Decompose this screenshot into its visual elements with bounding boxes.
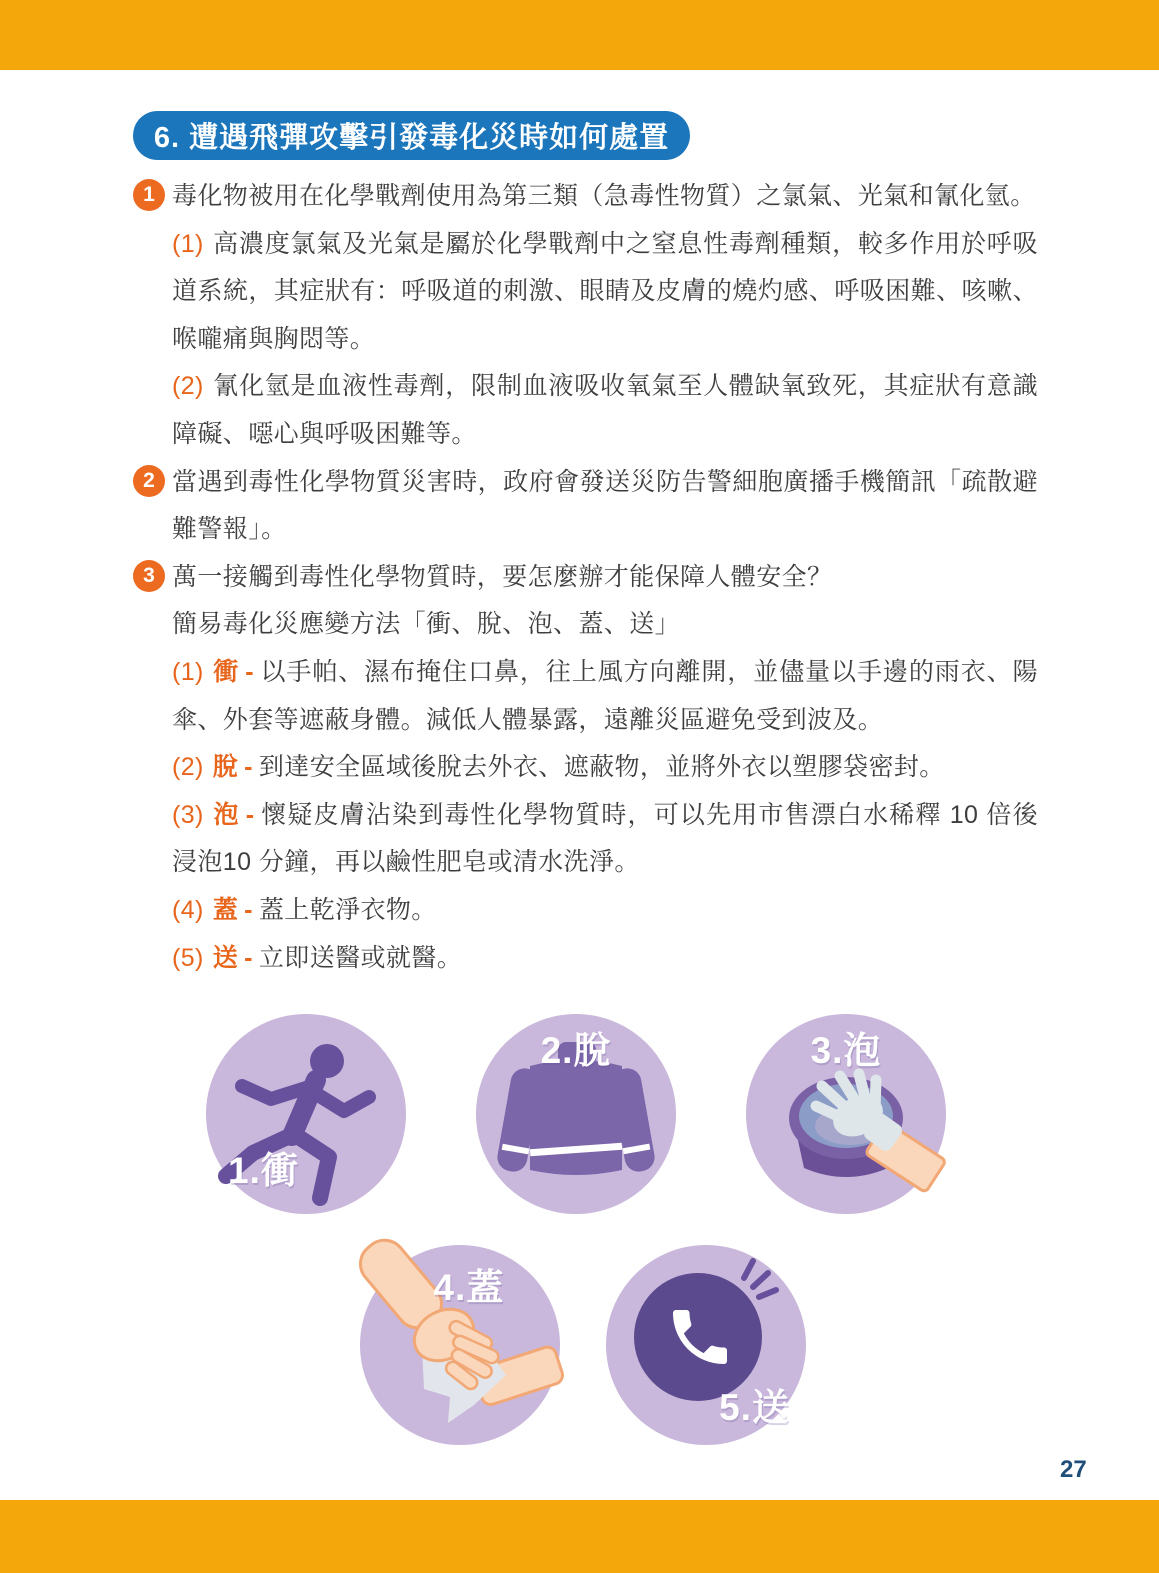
icon-label: 1.衝 — [228, 1150, 299, 1191]
section-title: 6. 遭遇飛彈攻擊引發毒化災時如何處置 — [153, 122, 670, 154]
step-text: 蓋上乾淨衣物。 — [258, 895, 437, 924]
step-soak — [172, 792, 1038, 887]
step-marker: (3) — [172, 800, 204, 829]
top-accent-bar — [0, 0, 1159, 70]
step-text: 立即送醫或就醫。 — [258, 943, 463, 972]
sub-item-1-2 — [172, 363, 1038, 458]
step-marker: (5) — [172, 943, 204, 972]
step-marker: (2) — [172, 753, 204, 782]
section-header — [133, 111, 690, 160]
step-strip — [172, 744, 1038, 792]
page-number: 27 — [1060, 1456, 1087, 1483]
step-separator: - — [245, 657, 254, 686]
item-text-line2: 簡易毒化災應變方法「衝、脫、泡、蓋、送」 — [172, 610, 681, 639]
sub-text: 氰化氫是血液性毒劑，限制血液吸收氧氣至人體缺氧致死，其症狀有意識障礙、噁心與呼吸困難等。 — [172, 372, 1038, 448]
step-marker: (4) — [172, 895, 204, 924]
icon-send — [596, 1235, 816, 1455]
step-keyword: 衝 — [212, 657, 240, 686]
step-cover — [172, 887, 1038, 935]
step-separator: - — [245, 800, 255, 829]
step-keyword: 泡 — [212, 800, 240, 829]
sub-text: 高濃度氯氣及光氣是屬於化學戰劑中之窒息性毒劑種類，較多作用於呼吸道系統，其症狀有：呼吸道的刺激、眼睛及皮膚的燒灼感、呼吸困難、咳嗽、喉嚨痛與胸悶等。 — [172, 229, 1038, 353]
step-marker: (1) — [172, 657, 204, 686]
sub-marker: (2) — [172, 372, 204, 401]
step-text: 以手帕、濕布掩住口鼻，往上風方向離開，並儘量以手邊的雨衣、陽傘、外套等遮蔽身體。減低人體暴露，遠離災區避免受到波及。 — [172, 657, 1038, 734]
icon-label: 2.脫 — [540, 1030, 612, 1071]
item-text — [172, 554, 1038, 649]
icon-label: 4.蓋 — [433, 1267, 505, 1308]
step-keyword: 脫 — [212, 753, 239, 782]
item-text-line1: 萬一接觸到毒性化學物質時，要怎麼辦才能保障人體安全？ — [172, 562, 833, 591]
step-keyword: 蓋 — [212, 895, 239, 924]
step-separator: - — [244, 753, 253, 782]
step-separator: - — [244, 895, 253, 924]
bottom-accent-bar — [0, 1500, 1159, 1573]
icon-rush — [196, 1004, 416, 1224]
step-keyword: 送 — [212, 943, 239, 972]
icon-strip — [466, 1004, 686, 1224]
item-number-badge: 1 — [133, 179, 165, 211]
body-text — [133, 173, 1038, 982]
step-rush — [172, 649, 1038, 744]
icon-label: 5.送 — [719, 1387, 790, 1428]
numbered-item-1 — [133, 173, 1038, 221]
item-number-badge: 3 — [133, 560, 165, 592]
sub-marker: (1) — [172, 229, 204, 258]
step-separator: - — [244, 943, 253, 972]
sub-item-1-1 — [172, 221, 1038, 364]
icon-label: 3.泡 — [810, 1030, 882, 1071]
item-text: 毒化物被用在化學戰劑使用為第三類（急毒性物質）之氯氣、光氣和氰化氫。 — [172, 182, 1036, 210]
step-text: 懷疑皮膚沾染到毒性化學物質時，可以先用市售漂白水稀釋 10 倍後浸泡10 分鐘，再以鹼性肥皂或清水洗淨。 — [172, 800, 1038, 877]
step-text: 到達安全區域後脫去外衣、遮蔽物，並將外衣以塑膠袋密封。 — [258, 753, 945, 782]
icon-cover — [350, 1235, 570, 1455]
step-send — [172, 935, 1038, 983]
icon-soak — [736, 1004, 956, 1224]
item-text: 當遇到毒性化學物質災害時，政府會發送災防告警細胞廣播手機簡訊「疏散避難警報」。 — [172, 467, 1038, 544]
item-number-badge: 2 — [133, 465, 165, 497]
numbered-item-2 — [133, 459, 1038, 554]
numbered-item-3 — [133, 554, 1038, 649]
